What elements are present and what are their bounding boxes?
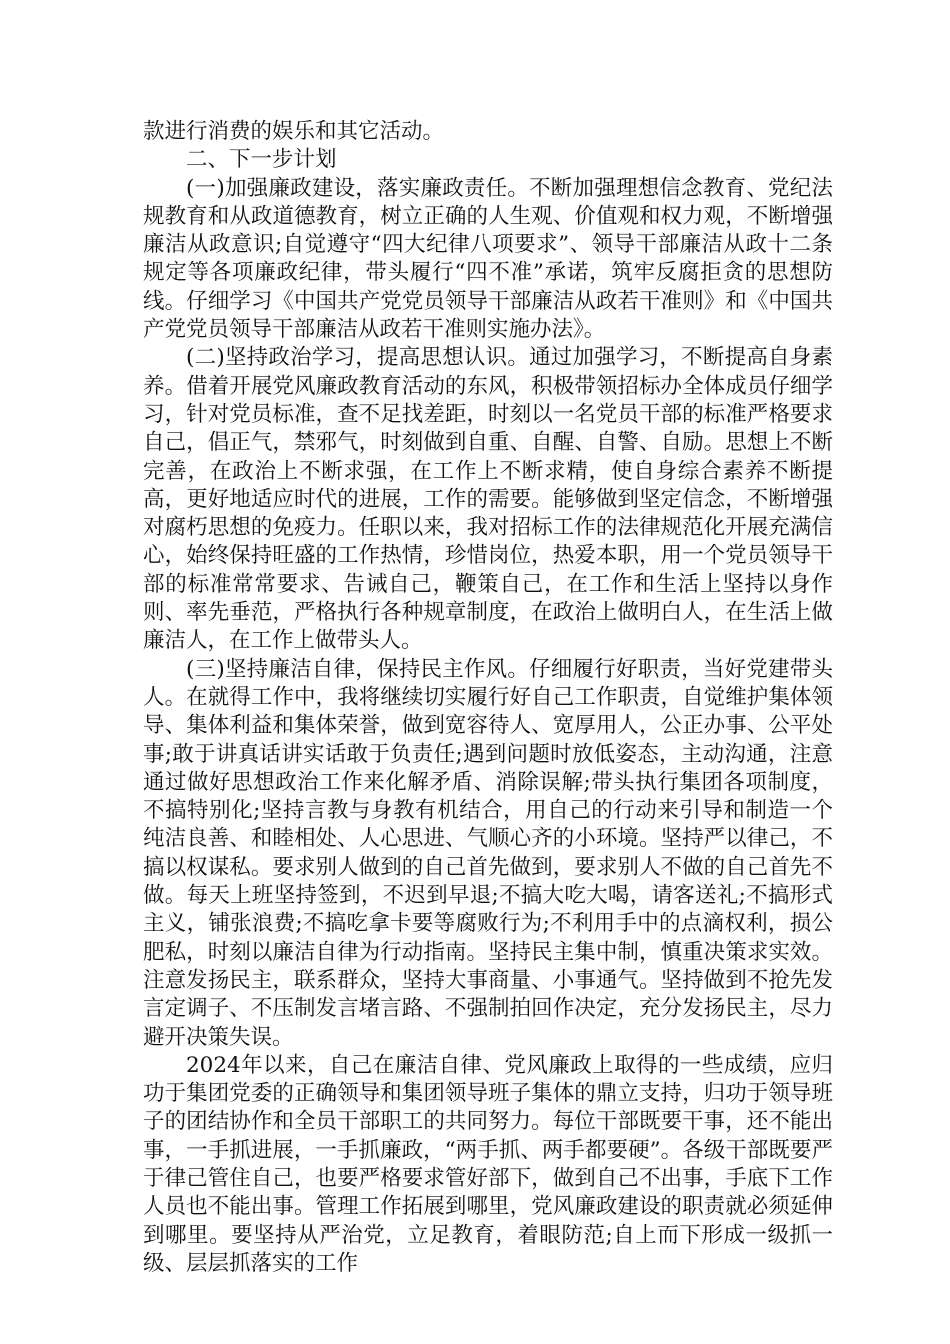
document-body bbox=[143, 118, 833, 1278]
paragraph-plan-3: (三)坚持廉洁自律，保持民主作风。仔细履行好职责，当好党建带头人。在就得工作中，我将继续切实履行好自己工作职责，自觉维护集体领导、集体利益和集体荣誉，做到宽容待人、宽厚用人，公正办事、公平处事;敢于讲真话讲实话敢于负责任;遇到问题时放低姿态，主动沟通，注意通过做好思想政治工作来化解矛盾、消除误解;带头执行集团各项制度，不搞特别化;坚持言教与身教有机结合，用自己的行动来引导和制造一个纯洁良善、和睦相处、人心思进、气顺心齐的小环境。坚持严以律己，不搞以权谋私。要求别人做到的自己首先做到，要求别人不做的自己首先不做。每天上班坚持签到，不迟到早退;不搞大吃大喝，请客送礼;不搞形式主义，铺张浪费;不搞吃拿卡要等腐败行为;不利用手中的点滴权利，损公肥私，时刻以廉洁自律为行动指南。坚持民主集中制，慎重决策求实效。注意发扬民主，联系群众，坚持大事商量、小事通气。坚持做到不抢先发言定调子、不压制发言堵言路、不强制拍回作决定，充分发扬民主，尽力避开决策失误。 bbox=[143, 656, 833, 1050]
paragraph-continuation: 款进行消费的娱乐和其它活动。 bbox=[143, 119, 445, 144]
paragraph-summary: 2024年以来，自己在廉洁自律、党风廉政上取得的一些成绩，应归功于集团党委的正确领导和集团领导班子集体的鼎立支持，归功于领导班子的团结协作和全员干部职工的共同努力。每位干部既要干事，还不能出事，一手抓进展，一手抓廉政，“两手抓、两手都要硬”。各级干部既要严于律己管住自己，也要严格要求管好部下，做到自己不出事，手底下工作人员也不能出事。管理工作拓展到哪里，党风廉政建设的职责就必须延伸到哪里。要坚持从严治党，立足教育，着眼防范;自上而下形成一级抓一级、层层抓落实的工作 bbox=[143, 1052, 833, 1276]
paragraph-plan-2: (二)坚持政治学习，提高思想认识。通过加强学习，不断提高自身素养。借着开展党风廉政教育活动的东风，积极带领招标办全体成员仔细学习，针对党员标准，查不足找差距，时刻以一名党员干部的标准严格要求自己，倡正气，禁邪气，时刻做到自重、自醒、自警、自励。思想上不断完善，在政治上不断求强，在工作上不断求精，使自身综合素养不断提高，更好地适应时代的进展，工作的需要。能够做到坚定信念，不断增强对腐朽思想的免疫力。任职以来，我对招标工作的法律规范化开展充满信心，始终保持旺盛的工作热情，珍惜岗位，热爱本职，用一个党员领导干部的标准常常要求、告诫自己，鞭策自己，在工作和生活上坚持以身作则、率先垂范，严格执行各种规章制度，在政治上做明白人，在生活上做廉洁人，在工作上做带头人。 bbox=[143, 345, 833, 654]
paragraph-plan-1: (一)加强廉政建设，落实廉政责任。不断加强理想信念教育、党纪法规教育和从政道德教育，树立正确的人生观、价值观和权力观，不断增强廉洁从政意识;自觉遵守“四大纪律八项要求”、领导干部廉洁从政十二条规定等各项廉政纪律，带头履行“四不准”承诺，筑牢反腐拒贪的思想防线。仔细学习《中国共产党党员领导干部廉洁从政若干准则》和《中国共产党党员领导干部廉洁从政若干准则实施办法》。 bbox=[143, 175, 833, 343]
section-heading-next-plan: 二、下一步计划 bbox=[186, 147, 337, 173]
